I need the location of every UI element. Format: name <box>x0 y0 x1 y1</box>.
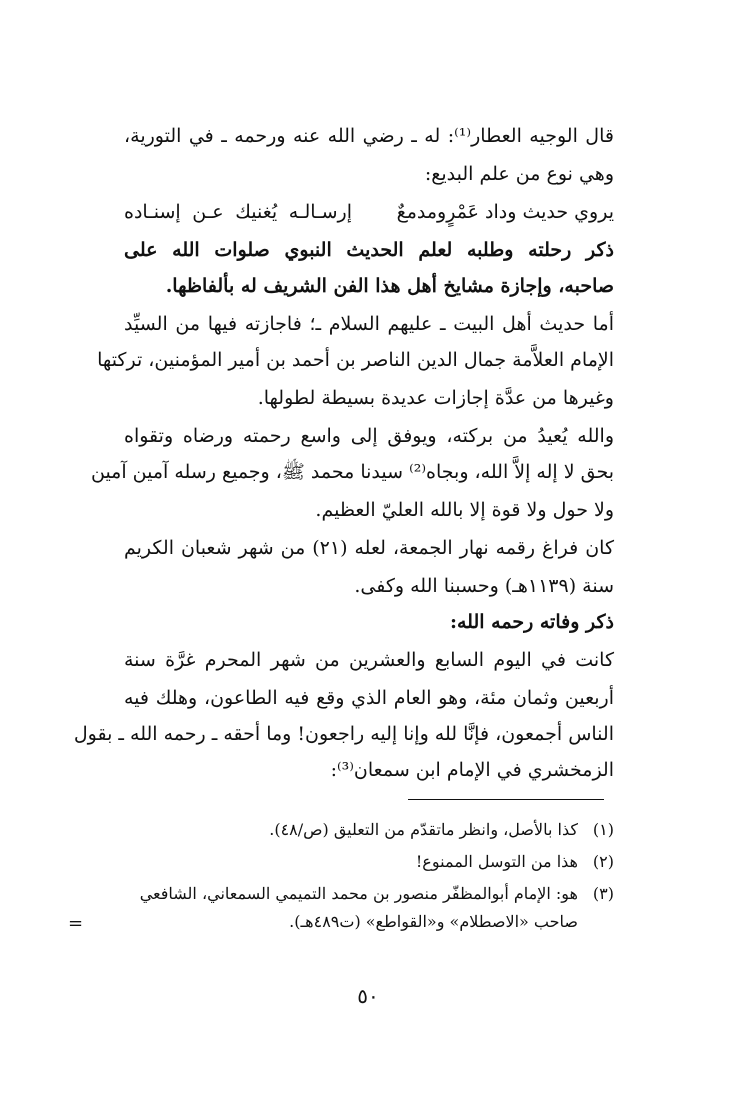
text-line: أربعين وثمان مئة، وهو العام الذي وقع فيه الطاعون، وهلك فيه <box>124 687 614 709</box>
footnote-3-continuation: صاحب «الاصطلام» و«القواطع» (ت٤٨٩هـ). <box>289 912 578 931</box>
footnote-number: (١) <box>592 820 614 839</box>
text-line: الإمام العلاَّمة جمال الدين الناصر بن أحمد بن أمير المؤمنين، تركتها <box>97 349 614 371</box>
footnote-number: (٣) <box>592 884 614 903</box>
page-number: ٥٠ <box>357 984 379 1008</box>
footnote-3 <box>124 882 614 906</box>
text-line: بحق لا إله إلاَّ الله، وبجاه⁽²⁾ سيدنا محمد ﷺ، وجميع رسله آمين آمين <box>90 461 614 483</box>
footnote-2 <box>124 850 614 874</box>
main-text <box>73 0 614 800</box>
section-heading: صاحبه، وإجازة مشايخ أهل هذا الفن الشريف له بألفاظها. <box>165 275 614 297</box>
poem-second-hemistich: إرسـالـه يُغنيك عـن إسنـاده <box>124 201 352 223</box>
footnote-number: (٢) <box>592 852 614 871</box>
footnote-text: كذا بالأصل، وانظر ماتقدّم من التعليق (ص/٤٨). <box>269 820 578 839</box>
text-line: أما حديث أهل البيت ـ عليهم السلام ـ؛ فاجازته فيها من السيِّد <box>124 313 614 335</box>
text-line: والله يُعيدُ من بركته، ويوفق إلى واسع رحمته ورضاه وتقواه <box>124 425 614 447</box>
continuation-mark: = <box>68 913 84 934</box>
text-line: وهي نوع من علم البديع: <box>424 163 614 185</box>
footnote-text: هو: الإمام أبوالمظفّر منصور بن محمد التميمي السمعاني، الشافعي <box>139 884 578 903</box>
text-line: سنة (١١٣٩هـ) وحسبنا الله وكفى. <box>354 575 614 597</box>
text-line: الزمخشري في الإمام ابن سمعان⁽³⁾: <box>330 759 614 781</box>
text-line: قال الوجيه العطار⁽¹⁾: له ـ رضي الله عنه ورحمه ـ في التورية، <box>124 125 614 147</box>
text-line: كانت في اليوم السابع والعشرين من شهر المحرم غرَّة سنة <box>124 649 614 671</box>
poem-first-hemistich: يروي حديث وداد عَمْرٍومدمعٌ <box>396 201 614 223</box>
footnote-text: هذا من التوسل الممنوع! <box>415 852 578 871</box>
text-line: كان فراغ رقمه نهار الجمعة، لعله (٢١) من شهر شعبان الكريم <box>124 537 614 559</box>
section-heading: ذكر وفاته رحمه الله: <box>449 611 614 633</box>
text-line: ولا حول ولا قوة إلا بالله العليّ العظيم. <box>315 499 614 521</box>
text-line: وغيرها من عدَّة إجازات عديدة بسيطة لطولها. <box>257 387 614 409</box>
footnote-separator <box>408 799 604 800</box>
section-heading: ذكر رحلته وطلبه لعلم الحديث النبوي صلوات الله على <box>124 239 614 261</box>
text-line: الناس أجمعون، فإنَّا لله وإنا إليه راجعون! وما أحقه ـ رحمه الله ـ بقول <box>73 723 614 745</box>
footnote-1 <box>124 818 614 842</box>
poem-verse <box>124 198 614 226</box>
